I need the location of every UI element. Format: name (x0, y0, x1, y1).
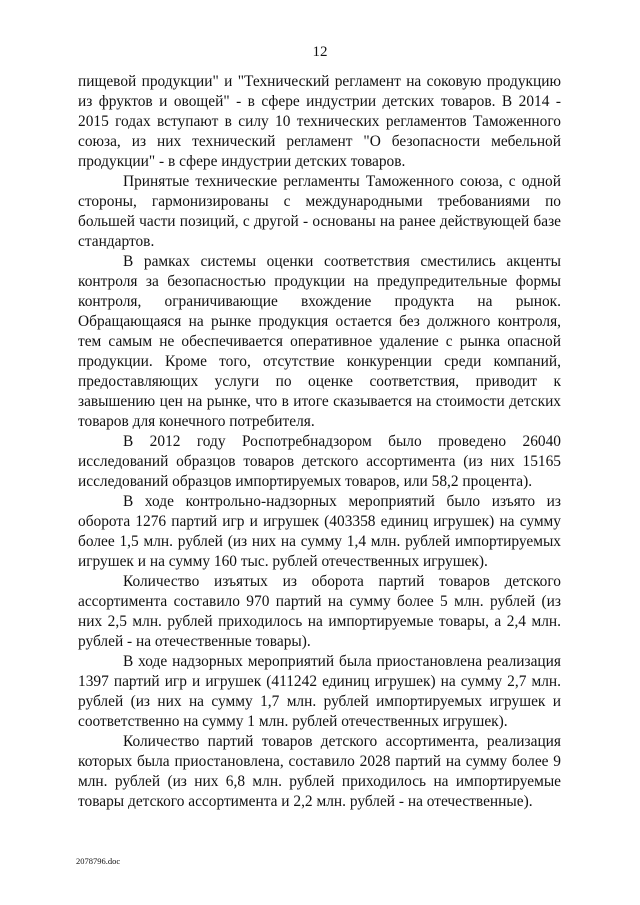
footer-filename: 2078796.doc (76, 856, 121, 866)
paragraph-toys-withdrawn: В ходе контрольно-надзорных мероприятий было изъято из оборота 1276 партий игр и игрушек (403358 единиц игрушек) на сумму более 1,5 млн. рублей (из них на сумму 1,4 млн. рублей импортируемых игрушек и на сумму 160 тыс. рублей отечественных игрушек). (78, 493, 561, 570)
paragraph-rospotrebnadzor-studies: В 2012 году Роспотребнадзором было проведено 26040 исследований образцов товаров детского ассортимента (из них 15165 исследований образцов импортируемых товаров, или 58,2 процента). (78, 433, 561, 490)
paragraph-children-goods-withdrawn: Количество изъятых из оборота партий товаров детского ассортимента составило 970 партий на сумму более 5 млн. рублей (из них 2,5 млн. рублей приходилось на импортируемые товары, а 2,4 млн. рублей - на отечественные товары). (78, 573, 561, 650)
paragraph-conformity-assessment: В рамках системы оценки соответствия сместились акценты контроля за безопасностью продукции на предупредительные формы контроля, ограничивающие вхождение продукта на рынок. Обращающаяся на рынке продукция остается без должного контроля, тем самым не обеспечивается оперативное удаление с рынка опасной продукции. Кроме того, отсутствие конкуренции среди компаний, предоставляющих услуги по оценке соответствия, приводит к завышению цен на рынке, что в итоге сказывается на стоимости детских товаров для конечного потребителя. (78, 253, 561, 430)
page-number: 12 (312, 44, 328, 60)
paragraph-continuation: пищевой продукции" и "Технический регламент на соковую продукцию из фруктов и овощей" - в сфере индустрии детских товаров. В 2014 - 2015 годах вступают в силу 10 технических регламентов Таможенного союза, из них технический регламент "О безопасности мебельной продукции" - в сфере индустрии детских товаров. (78, 73, 561, 170)
paragraph-adopted-regulations: Принятые технические регламенты Таможенного союза, с одной стороны, гармонизированы с международными требованиями по большей части позиций, с другой - основаны на ранее действующей базе стандартов. (78, 173, 561, 250)
paragraph-toys-suspended: В ходе надзорных мероприятий была приостановлена реализация 1397 партий игр и игрушек (411242 единиц игрушек) на сумму 2,7 млн. рублей (из них на сумму 1,7 млн. рублей импортируемых игрушек и соответственно на сумму 1 млн. рублей отечественных игрушек). (78, 653, 561, 730)
paragraph-children-goods-suspended: Количество партий товаров детского ассортимента, реализация которых была приостановлена, составило 2028 партий на сумму более 9 млн. рублей (из них 6,8 млн. рублей приходилось на импортируемые товары детского ассортимента и 2,2 млн. рублей - на отечественные). (78, 733, 561, 810)
body-text (78, 72, 561, 812)
